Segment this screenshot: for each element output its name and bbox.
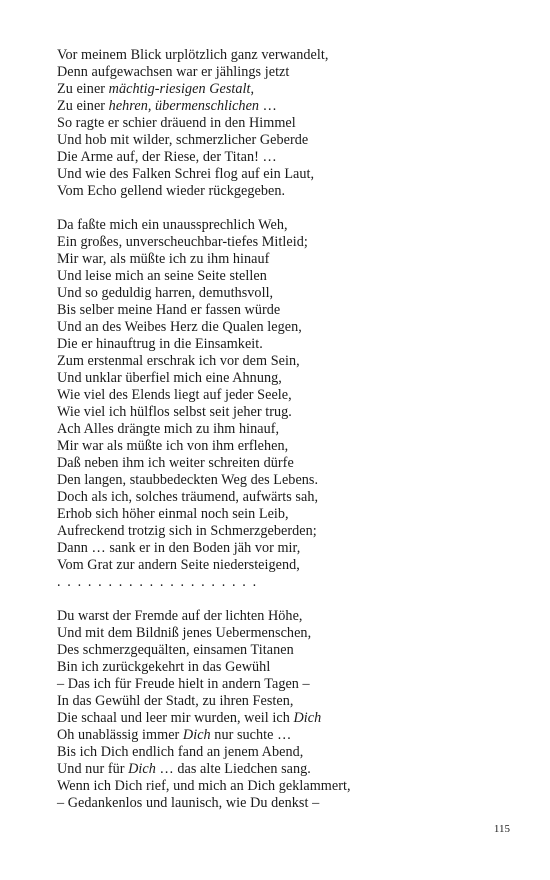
line-text: Die Arme auf, der Riese, der Titan! … xyxy=(57,149,277,165)
poem-line xyxy=(57,353,517,370)
line-text: Mir war als müßte ich von ihm erflehen, xyxy=(57,438,289,454)
poem-line xyxy=(57,149,517,166)
poem-line xyxy=(57,693,517,710)
line-text: Wenn ich Dich rief, und mich an Dich geklammert, xyxy=(57,778,351,794)
line-text: Die er hinauftrug in die Einsamkeit. xyxy=(57,336,263,352)
poem-line xyxy=(57,251,517,268)
poem-line xyxy=(57,234,517,251)
poem-line xyxy=(57,336,517,353)
stanza xyxy=(57,47,517,200)
line-text: In das Gewühl der Stadt, zu ihren Festen, xyxy=(57,693,294,709)
line-text: Des schmerzgequälten, einsamen Titanen xyxy=(57,642,294,658)
line-text: Zu einer xyxy=(57,81,109,97)
poem-line xyxy=(57,795,517,812)
line-text: Und hob mit wilder, schmerzlicher Geberde xyxy=(57,132,309,148)
line-text: Aufreckend trotzig sich in Schmerzgeberden; xyxy=(57,523,317,539)
line-text: Bis ich Dich endlich fand an jenem Abend, xyxy=(57,744,304,760)
italic-text: hehren, übermenschlichen xyxy=(108,98,260,114)
line-text: Oh unablässig immer xyxy=(57,727,183,743)
poem-line xyxy=(57,64,517,81)
line-text: Doch als ich, solches träumend, aufwärts sah, xyxy=(57,489,319,505)
stanza xyxy=(57,217,517,591)
poem-line xyxy=(57,523,517,540)
line-text: , xyxy=(250,81,255,97)
line-text: Und leise mich an seine Seite stellen xyxy=(57,268,267,284)
line-text: Vom Grat zur andern Seite niedersteigend, xyxy=(57,557,300,573)
poem-line xyxy=(57,625,517,642)
poem-line xyxy=(57,540,517,557)
poem-line xyxy=(57,608,517,625)
line-text: Bis selber meine Hand er fassen würde xyxy=(57,302,281,318)
poem-line xyxy=(57,98,517,115)
line-text: Und so geduldig harren, demuthsvoll, xyxy=(57,285,274,301)
poem-line xyxy=(57,183,517,200)
poem-line xyxy=(57,557,517,574)
poem-line xyxy=(57,744,517,761)
poem-line xyxy=(57,319,517,336)
stanza xyxy=(57,608,517,812)
line-text: Vor meinem Blick urplötzlich ganz verwandelt, xyxy=(57,47,329,63)
italic-text: Dich xyxy=(128,761,156,777)
poem-line xyxy=(57,438,517,455)
italic-text: Dich xyxy=(293,710,322,726)
italic-text: Dich xyxy=(182,727,211,743)
poem-line xyxy=(57,404,517,421)
poem-line xyxy=(57,727,517,744)
line-text: Daß neben ihm ich weiter schreiten dürfe xyxy=(57,455,294,471)
line-text: – Gedankenlos und launisch, wie Du denkst – xyxy=(57,795,320,811)
line-text: Mir war, als müßte ich zu ihm hinauf xyxy=(57,251,270,267)
poem-line xyxy=(57,285,517,302)
line-text: Und wie des Falken Schrei flog auf ein Laut, xyxy=(57,166,315,182)
line-text: Und unklar überfiel mich eine Ahnung, xyxy=(57,370,282,386)
poem-line xyxy=(57,455,517,472)
line-text: Und nur für xyxy=(57,761,129,777)
poem-line xyxy=(57,217,517,234)
poem-line xyxy=(57,642,517,659)
line-text: Wie viel ich hülflos selbst seit jeher trug. xyxy=(57,404,292,420)
poem-line xyxy=(57,47,517,64)
poem-line xyxy=(57,778,517,795)
poem-line xyxy=(57,115,517,132)
poem-line xyxy=(57,574,517,591)
line-text: Bin ich zurückgekehrt in das Gewühl xyxy=(57,659,271,675)
line-text: nur suchte … xyxy=(210,727,292,743)
poem-line xyxy=(57,472,517,489)
line-text: Da faßte mich ein unaussprechlich Weh, xyxy=(57,217,288,233)
line-text: Dann … sank er in den Boden jäh vor mir, xyxy=(57,540,301,556)
poem-line xyxy=(57,659,517,676)
line-text: Denn aufgewachsen war er jählings jetzt xyxy=(57,64,290,80)
poem-line xyxy=(57,370,517,387)
line-text: – Das ich für Freude hielt in andern Tagen – xyxy=(57,676,310,692)
line-text: Vom Echo gellend wieder rückgegeben. xyxy=(57,183,286,199)
poem-line xyxy=(57,710,517,727)
poem-line xyxy=(57,81,517,98)
line-text: Den langen, staubbedeckten Weg des Lebens. xyxy=(57,472,319,488)
poem-line xyxy=(57,166,517,183)
page-number: 115 xyxy=(493,823,510,835)
poem-line xyxy=(57,387,517,404)
poem-text-block xyxy=(57,47,517,812)
line-text: Ach Alles drängte mich zu ihm hinauf, xyxy=(57,421,280,437)
line-text: … das alte Liedchen sang. xyxy=(155,761,311,777)
line-text: Erhob sich höher einmal noch sein Leib, xyxy=(57,506,289,522)
poem-line xyxy=(57,676,517,693)
italic-text: mächtig-riesigen Gestalt xyxy=(108,81,251,97)
poem-line xyxy=(57,761,517,778)
line-text: Und mit dem Bildniß jenes Uebermenschen, xyxy=(57,625,312,641)
line-text: … xyxy=(259,98,277,114)
line-text: Ein großes, unverscheuchbar-tiefes Mitleid; xyxy=(57,234,308,250)
line-text: Die schaal und leer mir wurden, weil ich xyxy=(57,710,294,726)
line-text: . . . . . . . . . . . . . . . . . . . . xyxy=(57,574,258,590)
line-text: Zum erstenmal erschrak ich vor dem Sein, xyxy=(57,353,300,369)
poem-line xyxy=(57,489,517,506)
poem-line xyxy=(57,132,517,149)
line-text: So ragte er schier dräuend in den Himmel xyxy=(57,115,296,131)
line-text: Zu einer xyxy=(57,98,109,114)
line-text: Wie viel des Elends liegt auf jeder Seele, xyxy=(57,387,292,403)
poem-line xyxy=(57,421,517,438)
line-text: Und an des Weibes Herz die Qualen legen, xyxy=(57,319,302,335)
poem-line xyxy=(57,268,517,285)
line-text: Du warst der Fremde auf der lichten Höhe, xyxy=(57,608,303,624)
poem-line xyxy=(57,302,517,319)
poem-line xyxy=(57,506,517,523)
